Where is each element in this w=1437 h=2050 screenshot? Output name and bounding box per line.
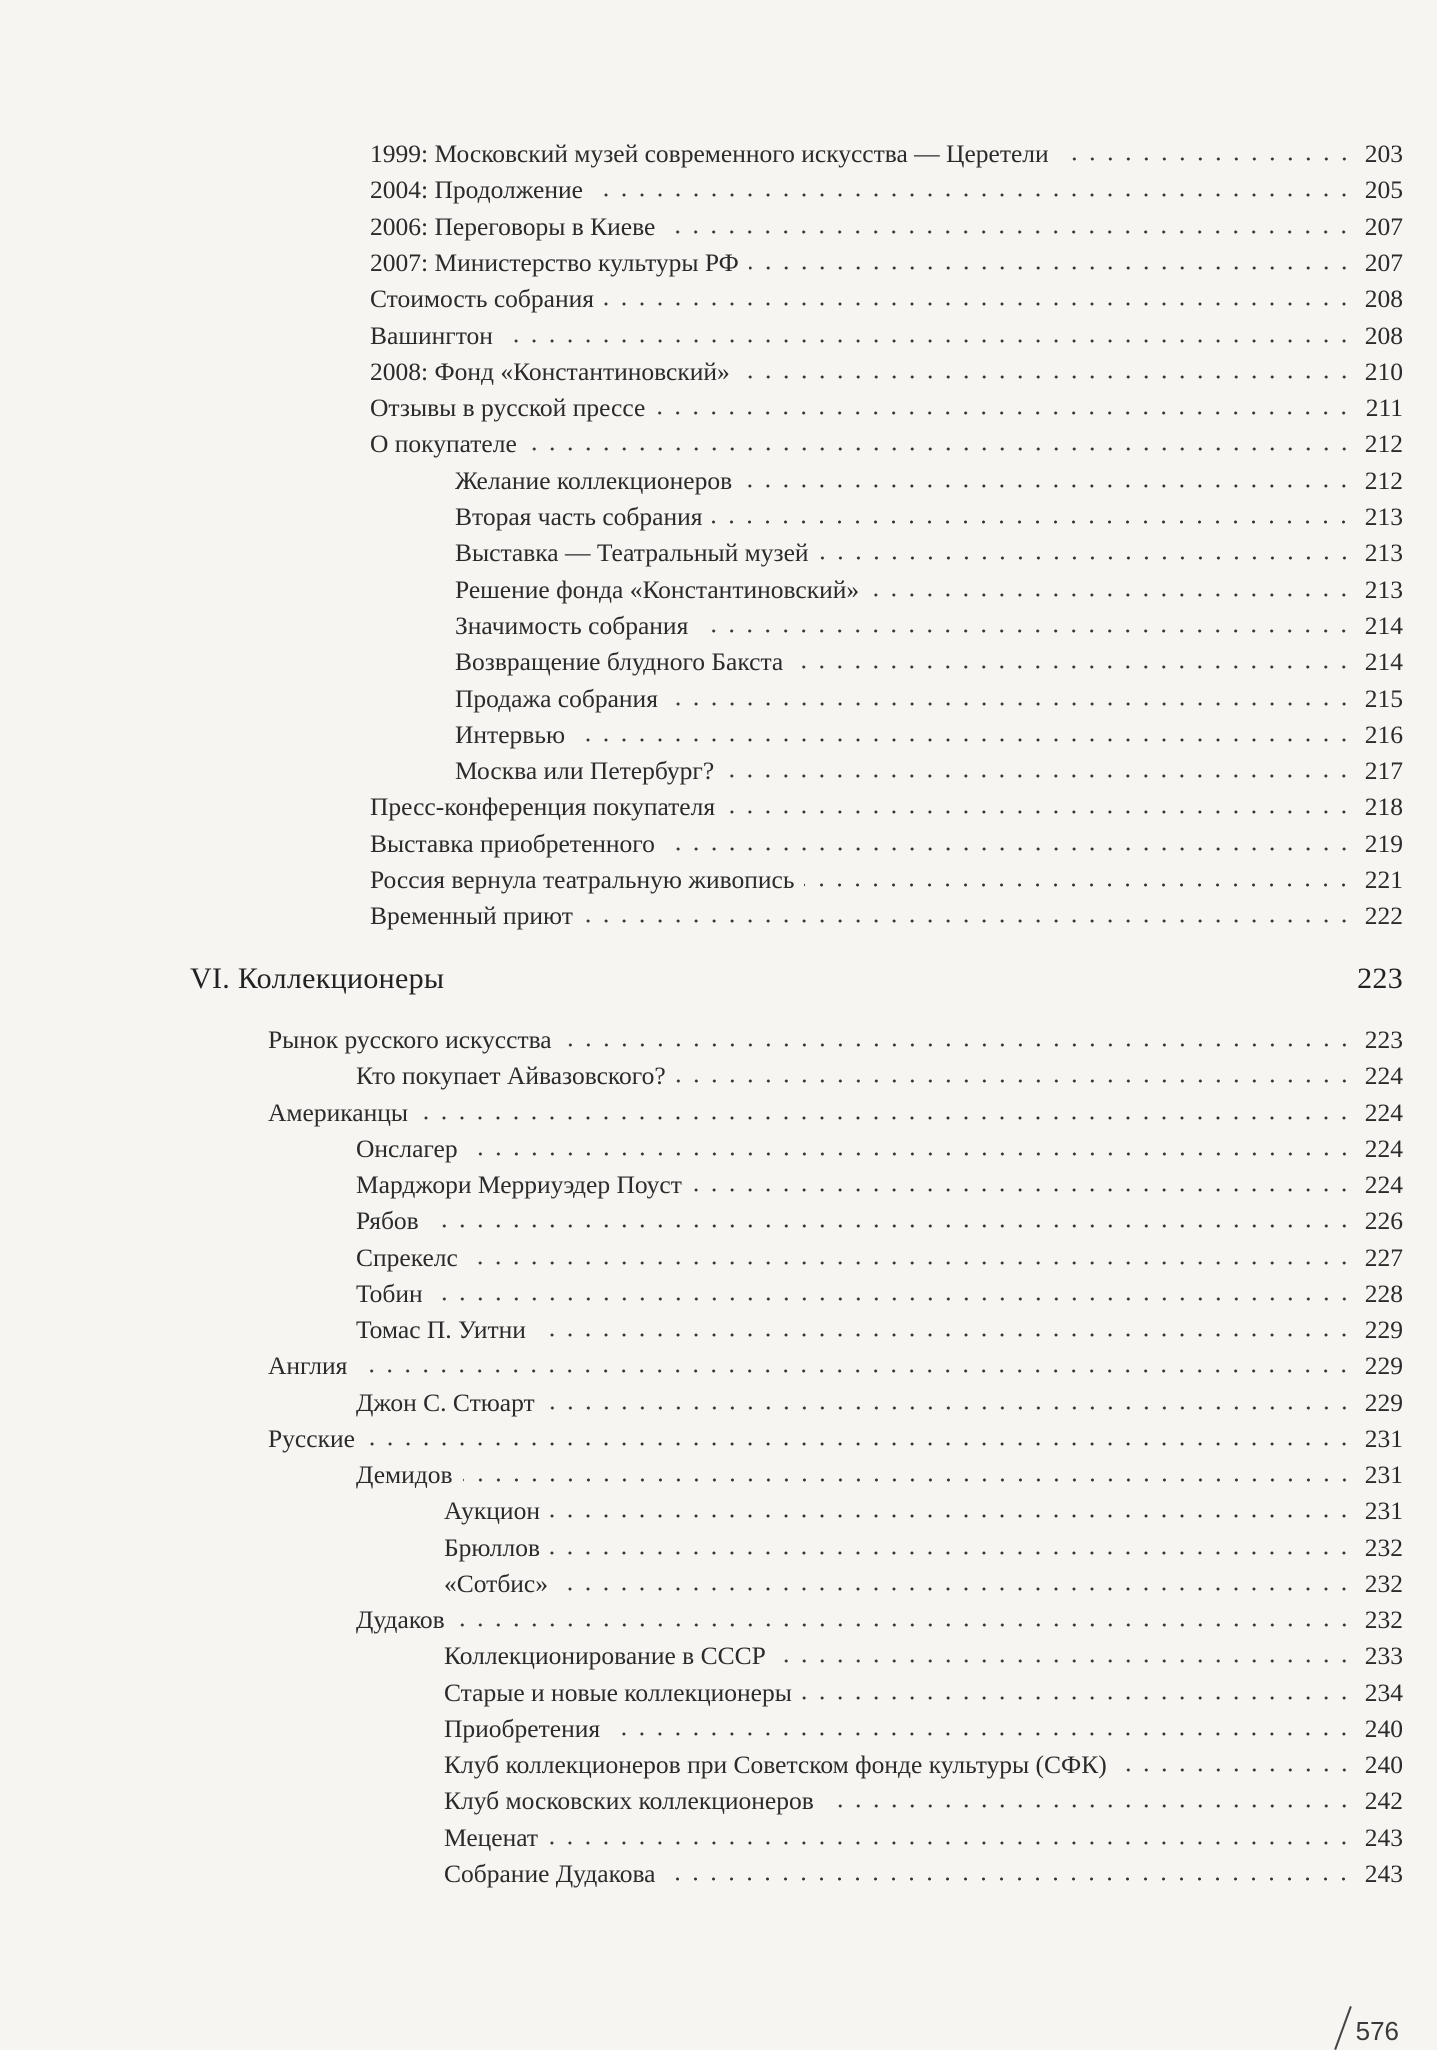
toc-entry (455, 532, 1403, 568)
toc-entry (455, 460, 1403, 496)
toc-entry (455, 750, 1403, 786)
dot-leader (527, 446, 1353, 452)
toc-entry (370, 895, 1403, 931)
toc-entry-page: 210 (1364, 356, 1403, 386)
toc-entry-page: 231 (1364, 1423, 1403, 1453)
toc-entry (370, 169, 1403, 205)
dot-leader (562, 1042, 1353, 1048)
toc-entry (455, 678, 1403, 714)
toc-entry-title: Старые и новые коллекционеры (444, 1677, 792, 1707)
dot-leader (550, 1550, 1353, 1556)
toc-entry (444, 1708, 1403, 1744)
chapter-page-number: 223 (1357, 962, 1403, 995)
dot-leader (665, 229, 1353, 235)
dot-leader (468, 1260, 1353, 1266)
toc-entry (356, 1273, 1403, 1309)
toc-entry-page: 223 (1364, 1025, 1403, 1054)
toc-entry-page: 205 (1364, 175, 1403, 205)
dot-leader (583, 918, 1353, 924)
toc-entry-page: 224 (1364, 1061, 1403, 1091)
dot-leader (1059, 156, 1353, 162)
dot-leader (742, 483, 1353, 489)
toc-entry-page: 215 (1364, 683, 1403, 713)
dot-leader (749, 265, 1353, 271)
toc-entry-title: Онслагер (356, 1133, 458, 1163)
toc-entry (370, 278, 1403, 314)
dot-leader (545, 1405, 1353, 1411)
toc-entry-page: 214 (1364, 610, 1403, 640)
toc-entry (370, 133, 1403, 169)
dot-leader (463, 1477, 1353, 1483)
toc-entry-title: Москва или Петербург? (455, 756, 715, 786)
toc-entry (444, 1527, 1403, 1563)
toc-entry-page: 243 (1364, 1858, 1403, 1888)
toc-entry-page: 214 (1364, 647, 1403, 677)
toc-entry-title: 2006: Переговоры в Киеве (370, 211, 656, 241)
dot-leader (698, 628, 1353, 634)
dot-leader (418, 1115, 1353, 1121)
dot-leader (776, 1658, 1353, 1664)
page-folio (1342, 2005, 1399, 2047)
toc-entry-title: Англия (268, 1351, 348, 1381)
toc-entry (370, 387, 1403, 423)
toc-entry-page: 203 (1364, 139, 1403, 168)
toc-entry (268, 1345, 1403, 1381)
toc-entry-page: 213 (1364, 574, 1403, 604)
toc-entry-title: Собрание Дудакова (444, 1858, 656, 1888)
toc-entry-title: Стоимость собрания (370, 284, 594, 314)
dot-leader (724, 773, 1353, 779)
toc-entry (444, 1635, 1403, 1671)
toc-entry (370, 351, 1403, 387)
dot-leader (357, 1368, 1353, 1374)
toc-entry (444, 1672, 1403, 1708)
toc-entry (356, 1382, 1403, 1418)
toc-entry-page: 212 (1364, 429, 1403, 459)
dot-leader (725, 809, 1353, 815)
toc-entry-page: 208 (1364, 284, 1403, 314)
toc-entry-title: Аукцион (444, 1496, 540, 1526)
toc-entry (356, 1164, 1403, 1200)
toc-entry-title: Клуб московских коллекционеров (444, 1786, 814, 1816)
toc-entry-page: 217 (1364, 756, 1403, 786)
dot-leader (665, 846, 1353, 852)
toc-entry-page: 212 (1364, 465, 1403, 495)
toc-entry-page: 224 (1364, 1133, 1403, 1163)
toc-entry-page: 213 (1364, 538, 1403, 568)
toc-entry-page: 219 (1364, 828, 1403, 858)
toc-entry-title: Решение фонда «Константиновский» (455, 574, 860, 604)
toc-entry-page: 234 (1364, 1677, 1403, 1707)
dot-leader (429, 1223, 1353, 1229)
dot-leader (740, 374, 1353, 380)
toc-entry-page: 207 (1364, 211, 1403, 241)
toc-entry-title: Джон С. Стюарт (356, 1387, 535, 1417)
toc-entry (370, 823, 1403, 859)
dot-leader (610, 1731, 1353, 1737)
toc-entry (455, 641, 1403, 677)
toc-entry (268, 1019, 1403, 1055)
toc-entry-title: Клуб коллекционеров при Советском фонде культуры (СФК) (444, 1750, 1107, 1779)
toc-entry (356, 1055, 1403, 1091)
toc-entry (444, 1563, 1403, 1599)
dot-leader (593, 192, 1353, 198)
toc-entry-title: Томас П. Уитни (356, 1315, 526, 1344)
toc-entry-page: 218 (1364, 792, 1403, 822)
toc-entry-title: Рябов (356, 1206, 419, 1236)
toc-entry (356, 1237, 1403, 1273)
toc-entry-page: 224 (1364, 1170, 1403, 1199)
toc-entry-title: Выставка приобретенного (370, 828, 655, 858)
dot-leader (712, 519, 1353, 525)
dot-leader (365, 1441, 1353, 1447)
toc-entry (370, 206, 1403, 242)
toc-entry (370, 786, 1403, 822)
toc-entry-title: Демидов (356, 1460, 453, 1489)
toc-entry-title: Интервью (455, 719, 565, 749)
toc-entry-title: Продажа собрания (455, 683, 658, 713)
chapter-title: VI. Коллекционеры (190, 962, 445, 995)
toc-entry (370, 859, 1403, 895)
toc-entry-title: Брюллов (444, 1532, 541, 1562)
dot-leader (604, 301, 1353, 307)
toc-entry (356, 1200, 1403, 1236)
toc-entry-page: 222 (1364, 901, 1403, 931)
dot-leader (575, 737, 1353, 743)
dot-leader (804, 882, 1353, 888)
toc-entry (444, 1817, 1403, 1853)
folio-slash-icon (1334, 2006, 1352, 2050)
toc-entry-page: 228 (1364, 1278, 1403, 1308)
toc-entry-page: 229 (1364, 1387, 1403, 1417)
dot-leader (665, 1876, 1353, 1882)
toc-entry-title: 2004: Продолжение (370, 175, 583, 205)
toc-entry (356, 1309, 1403, 1345)
toc-entry-page: 231 (1364, 1460, 1403, 1489)
dot-leader (668, 701, 1353, 707)
toc-entry-title: 2007: Министерство культуры РФ (370, 247, 739, 277)
dot-leader (824, 1803, 1353, 1809)
toc-entry-page: 227 (1364, 1242, 1403, 1272)
toc-entry-title: 2008: Фонд «Константиновский» (370, 356, 730, 386)
toc-entry-page: 232 (1364, 1568, 1403, 1598)
toc-entry (370, 423, 1403, 459)
toc-entry-title: Отзывы в русской прессе (370, 393, 646, 423)
toc-entry-title: Рынок русского искусства (268, 1025, 552, 1054)
toc-entry-title: Временный приют (370, 901, 573, 931)
toc-entry-page: 229 (1364, 1315, 1403, 1344)
toc-entry-title: Пресс-конференция покупателя (370, 792, 716, 822)
toc-entry-title: Значимость собрания (455, 610, 689, 640)
toc-entry (455, 496, 1403, 532)
dot-leader (819, 555, 1353, 561)
toc-entry-title: Американцы (268, 1097, 409, 1127)
dot-leader (793, 664, 1353, 670)
toc-entry-page: 240 (1364, 1713, 1403, 1743)
toc-entry (356, 1128, 1403, 1164)
toc-entry-page: 211 (1365, 393, 1403, 423)
toc-entry-title: Вторая часть собрания (455, 502, 703, 531)
toc-entry-title: Дудаков (356, 1605, 445, 1634)
toc-entry-page: 231 (1364, 1496, 1403, 1526)
toc-entry-page: 207 (1364, 247, 1403, 277)
toc-entry (455, 569, 1403, 605)
toc-entry (444, 1744, 1403, 1780)
toc-entry-page: 208 (1364, 320, 1403, 350)
chapter-heading (190, 952, 1403, 996)
dot-leader (468, 1151, 1353, 1157)
folio-number: 576 (1355, 2016, 1399, 2046)
dot-leader (558, 1586, 1353, 1592)
toc-entry (455, 714, 1403, 750)
dot-leader (503, 338, 1353, 344)
toc-entry-page: 213 (1364, 502, 1403, 531)
toc-entry (268, 1092, 1403, 1128)
toc-entry-title: О покупателе (370, 429, 517, 459)
dot-leader (548, 1840, 1353, 1846)
dot-leader (1117, 1767, 1353, 1773)
dot-leader (802, 1695, 1353, 1701)
dot-leader (676, 1078, 1353, 1084)
dot-leader (692, 1187, 1353, 1193)
dot-leader (536, 1332, 1353, 1338)
toc-entry (356, 1599, 1403, 1635)
toc-entry-page: 240 (1364, 1750, 1403, 1779)
toc-entry-title: 1999: Московский музей современного искусства — Церетели (370, 139, 1049, 168)
toc-entry-page: 229 (1364, 1351, 1403, 1381)
dot-leader (433, 1296, 1353, 1302)
dot-leader (655, 410, 1353, 416)
toc-entry (370, 315, 1403, 351)
toc-entry-page: 221 (1364, 865, 1403, 894)
toc-entry-title: Коллекционирование в СССР (444, 1641, 766, 1671)
toc-entry-title: Выставка — Театральный музей (455, 538, 809, 568)
toc-entry-page: 232 (1364, 1605, 1403, 1634)
toc-entry (444, 1853, 1403, 1889)
toc-entry (455, 605, 1403, 641)
toc-entry (268, 1418, 1403, 1454)
toc-entry-page: 242 (1364, 1786, 1403, 1816)
toc-entry-title: Русские (268, 1423, 355, 1453)
toc-entry-title: Россия вернула театральную живопись (370, 865, 795, 894)
toc-entry-page: 226 (1364, 1206, 1403, 1236)
dot-leader (455, 1622, 1353, 1628)
toc-entry-title: Спрекелс (356, 1242, 458, 1272)
toc-entry-title: «Сотбис» (444, 1568, 549, 1598)
toc-entry-page: 243 (1364, 1822, 1403, 1852)
toc-entry-title: Марджори Мерриуэдер Поуст (356, 1170, 682, 1199)
toc-entry (444, 1780, 1403, 1816)
toc-entry-page: 224 (1364, 1097, 1403, 1127)
toc-entry-page: 232 (1364, 1532, 1403, 1562)
toc-entry (444, 1490, 1403, 1526)
toc-entry (370, 242, 1403, 278)
toc-entry (356, 1454, 1403, 1490)
toc-entry-page: 216 (1364, 719, 1403, 749)
toc-entry-title: Меценат (444, 1822, 539, 1852)
toc-entry-title: Приобретения (444, 1713, 601, 1743)
toc-entry-title: Кто покупает Айвазовского? (356, 1061, 666, 1091)
toc-entry-title: Возвращение блудного Бакста (455, 647, 784, 677)
toc-entry-title: Вашингтон (370, 320, 493, 350)
dot-leader (869, 592, 1353, 598)
dot-leader (550, 1513, 1353, 1519)
toc-entry-title: Тобин (356, 1278, 423, 1308)
toc-entry-title: Желание коллекционеров (455, 465, 733, 495)
toc-entry-page: 233 (1364, 1641, 1403, 1671)
